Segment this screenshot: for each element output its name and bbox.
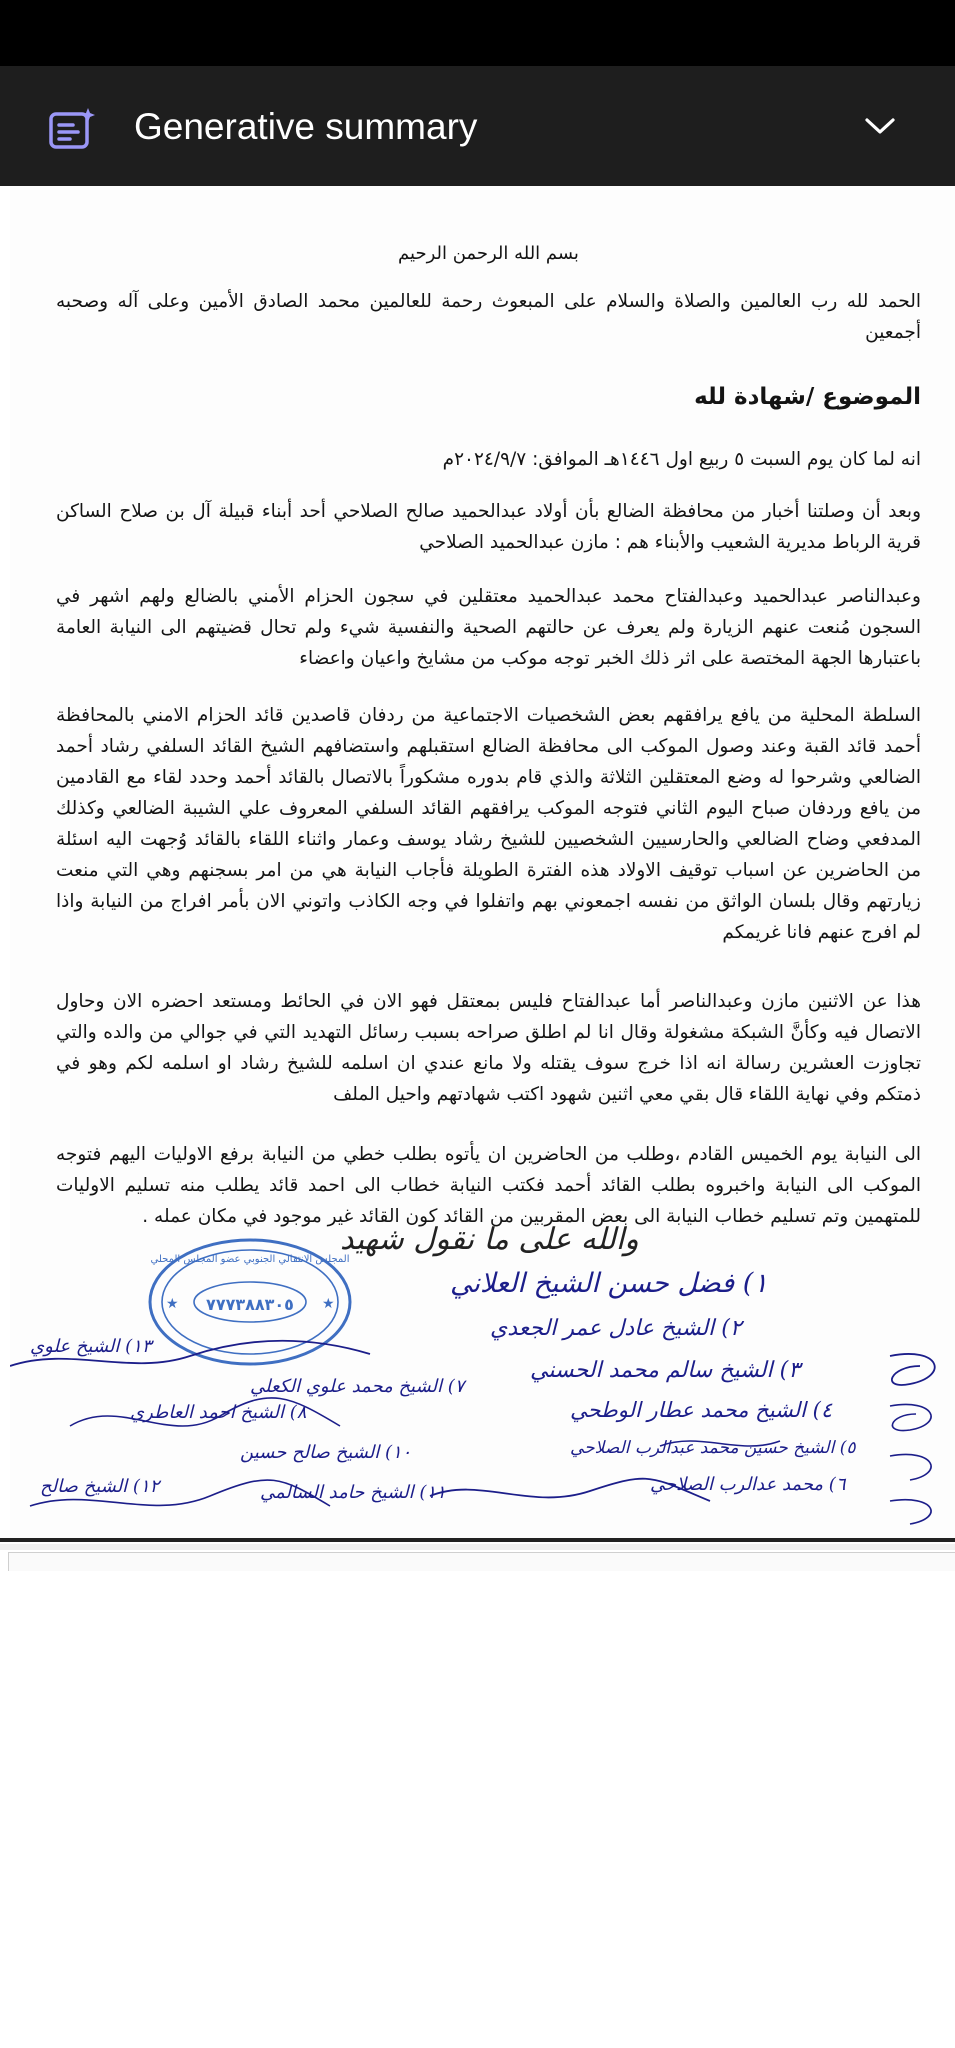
paragraph-delegation: السلطة المحلية من يافع يرافقهم بعض الشخصيات الاجتماعية من ردفان قاصدين قائد الحزام الامني بالمحافظة أحمد قائد القبة وعند وصول الموكب الى محافظة الضالع استقبلهم واستضافهم الشيخ القائد السلفي رشاد أحمد الضالعي وشرحوا له وضع المعتقلين الثلاثة والذي قام بدوره مشكوراً بالاتصال بالقائد أحمد وحدد لقاء مع القادمين من يافع وردفان صباح اليوم الثاني فتوجه الموكب يرافقهم القائد السلفي المعروف علي الشيبة الضالعي وكذلك المدفعي وضاح الضالعي والحارسيين الشخصيين للشيخ رشاد يوسف وعمار واثناء اللقاء بالقائد وُجهت اليه اسئلة من الحاضرين عن اسباب توقيف الاولاد هذه الفترة الطويلة فأجاب النيابة هي من امر بسجنهم وهي التي منعت زيارتهم وقال بلسان الواثق من نفسه اجمعوني بهم واتفلوا في وجه الكاذب واتوني الان بأمر افراج من النيابة واذا لم افرج عنهم فانا غريمكم (56, 705, 921, 943)
document-subject: الموضوع /شهادة لله (694, 384, 921, 410)
signatures-area (10, 1222, 955, 1541)
svg-text:★: ★ (166, 1296, 179, 1312)
signature-2: ٢) الشيخ عادل عمر الجعدي (490, 1316, 742, 1341)
signature-4: ٤) الشيخ محمد عطار الوطحي (570, 1398, 833, 1422)
chevron-down-icon[interactable] (863, 114, 897, 138)
signature-5: ٥) الشيخ حسين محمد عبدالرب الصلاحي (570, 1438, 856, 1458)
svg-text:★: ★ (322, 1296, 335, 1312)
status-bar (0, 0, 955, 66)
header-title: Generative summary (134, 106, 478, 147)
stamp-text: المجلس الانتقالي الجنوبي عضو المجلس المحلي (150, 1254, 350, 1265)
paragraph-abdulfattah: هذا عن الاثنين مازن وعبدالناصر أما عبدالفتاح فليس بمعتقل فهو الان في الحائط ومستعد احضره الان وحاول الاتصال فيه وكأنَّ الشبكة مشغولة وقال انا لم اطلق صراحه بسبب رسائل التهديد التي في جوالي من والده والتي تجاوزت العشرين رسالة انه اذا خرج سوف يقتله ولا مانع عندي ان اسلمه للشيخ رشاد او اسلمه لكم وهو في ذمتكم وفي نهاية اللقاء قال بقي معي اثنين شهود اكتب شهادتهم واحيل الملف (56, 991, 921, 1105)
signature-1: ١) فضل حسن الشيخ العلاني (450, 1268, 768, 1299)
basmala: بسم الله الرحمن الرحيم (398, 243, 579, 264)
next-page-edge (8, 1552, 955, 1571)
signature-scribbles (10, 1306, 955, 1541)
paragraph-date: انه لما كان يوم السبت ٥ ربيع اول ١٤٤٦هـ الموافق: ٢٠٢٤/٩/٧م (442, 449, 921, 470)
signature-12: ١٢) الشيخ صالح (40, 1476, 160, 1497)
page-gap (0, 1544, 955, 1550)
signature-7: ٧) الشيخ محمد علوي الكعلي (250, 1376, 465, 1397)
generative-summary-header[interactable] (0, 66, 955, 186)
signature-13: ١٣) الشيخ علوي (30, 1336, 152, 1357)
paragraph-detainees: وعبدالناصر عبدالحميد وعبدالفتاح محمد عبدالحميد معتقلين في سجون الحزام الأمني بالضالع ولهم اشهر في السجون مُنعت عنهم الزيارة ولم يعرف عن حالتهم الصحية والنفسية شيء ولم تحال قضيتهم الى النيابة العامة باعتبارها الجهة المختصة على اثر ذلك الخبر توجه موكب من مشايخ واعيان واعضاء (56, 586, 921, 669)
signature-11: ١١) الشيخ حامد السالمي (260, 1482, 446, 1503)
opening-praise: الحمد لله رب العالمين والصلاة والسلام على المبعوث رحمة للعالمين محمد الصادق الأمين وعلى آله وصحبه أجمعين (56, 291, 921, 343)
stamp-number: ٧٧٧٣٨٨٣٠٥ (206, 1295, 294, 1314)
document-page (10, 186, 955, 1542)
signature-8: ٨) الشيخ احمد العاطري (130, 1402, 307, 1423)
paragraph-prosecution: الى النيابة يوم الخميس القادم ،وطلب من الحاضرين ان يأتوه بطلب خطي من النيابة برفع الاوليات اليهم فتوجه الموكب الى النيابة واخبروه بطلب القائد أحمد فكتب النيابة خطاب الى احمد قائد يطلب منه تسليم الاوليات للمتهمين وتم تسليم خطاب النيابة الى بعض المقربين من القائد كون القائد غير موجود في مكان عمله . (56, 1144, 921, 1227)
signature-3: ٣) الشيخ سالم محمد الحسني (530, 1358, 801, 1383)
closing-oath: والله على ما نقول شهيد (340, 1222, 639, 1257)
paragraph-news: وبعد أن وصلتنا أخبار من محافظة الضالع بأن أولاد عبدالحميد صالح الصلاحي أحد أبناء قبيلة آل بن صلاح الساكن قرية الرباط مديرية الشعيب والأبناء هم : مازن عبدالحميد الصلاحي (56, 501, 921, 553)
signature-6: ٦) محمد عدالرب الصلاحي (650, 1474, 846, 1495)
page-bottom-rule (0, 1538, 955, 1542)
signature-10: ١٠) الشيخ صالح حسين (240, 1442, 412, 1463)
generative-summary-icon (48, 106, 96, 150)
